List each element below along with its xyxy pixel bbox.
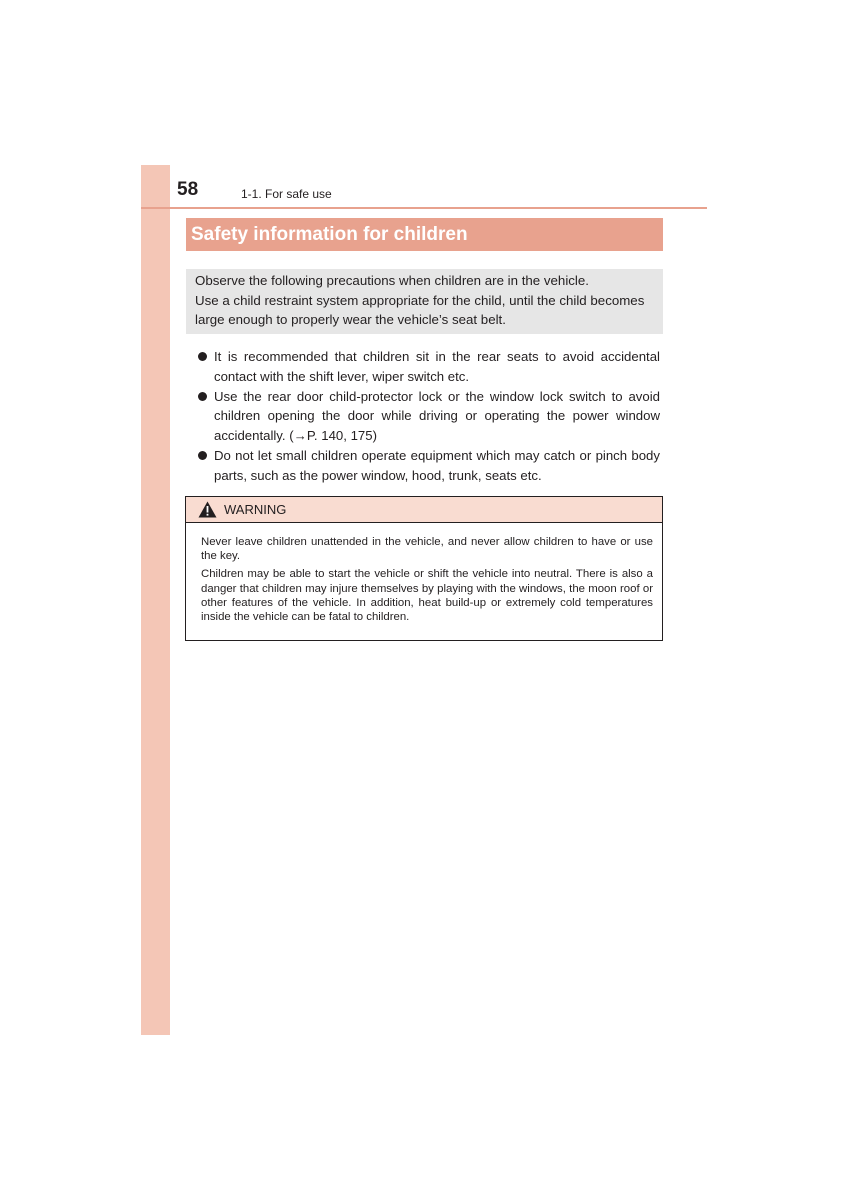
warning-triangle-icon (198, 501, 217, 518)
intro-line: large enough to properly wear the vehicle’s seat belt. (195, 312, 506, 328)
list-item (197, 347, 660, 387)
side-bar (141, 165, 170, 1035)
bullet-icon (198, 451, 207, 460)
list-item-text: Use the rear door child-protector lock or the window lock switch to avoid children opening the door while driving or operating the power window accidentally. (→P. 140, 175) (214, 388, 660, 444)
warning-paragraph: Never leave children unattended in the vehicle, and never allow children to have or use the key. (201, 536, 653, 563)
warning-header (186, 497, 662, 523)
list-item (197, 387, 660, 446)
bullet-icon (198, 392, 207, 401)
intro-box (186, 269, 663, 334)
intro-line: Use a child restraint system appropriate for the child, until the child becomes (195, 292, 645, 308)
list-item-text: It is recommended that children sit in the rear seats to avoid accidental contact with the shift lever, wiper switch etc. (214, 349, 660, 384)
intro-line: Observe the following precautions when children are in the vehicle. (195, 273, 589, 288)
precaution-list (197, 347, 660, 486)
page-number: 58 (177, 179, 199, 200)
warning-box (185, 496, 663, 641)
list-item (197, 446, 660, 486)
list-item-text: Do not let small children operate equipment which may catch or pinch body parts, such as the power window, hood, trunk, seats etc. (214, 447, 660, 483)
header-rule (141, 207, 707, 209)
title-bar (186, 218, 663, 251)
warning-label: WARNING (224, 501, 287, 517)
warning-body (186, 523, 662, 624)
warning-paragraph: Children may be able to start the vehicle or shift the vehicle into neutral. There is also a danger that children may injure themselves by playing with the windows, the moon roof or other features of the vehicle. In addition, heat build-up or extremely cold temperatures inside the vehicle can be fatal to children. (201, 568, 653, 624)
page-title: Safety information for children (191, 224, 468, 245)
section-label: 1-1. For safe use (241, 187, 332, 201)
bullet-icon (198, 352, 207, 361)
